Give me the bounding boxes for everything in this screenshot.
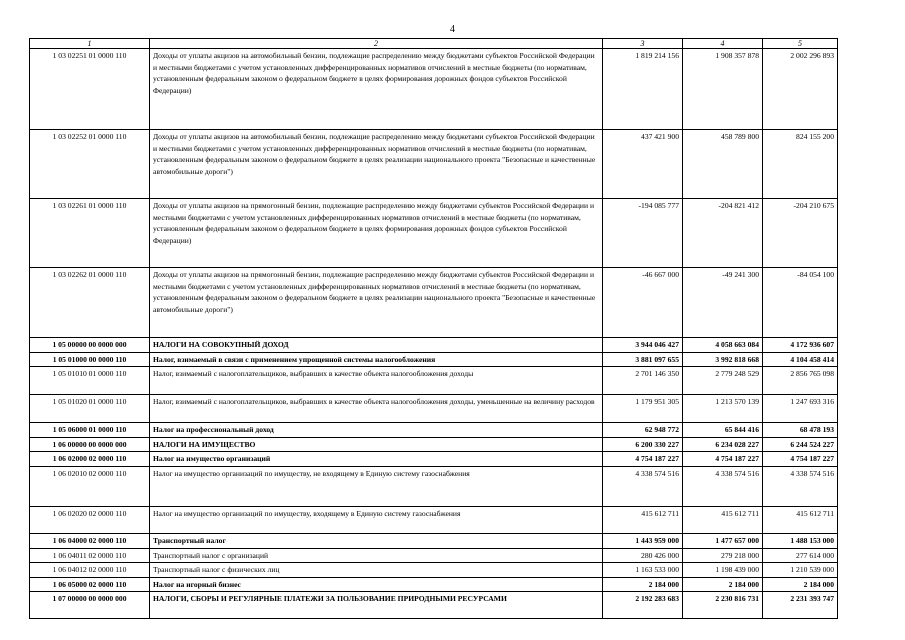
column-number-row — [30, 39, 838, 49]
row-code: 1 05 01000 00 0000 110 — [30, 352, 150, 367]
row-name: Налог на имущество организаций по имуществу, входящему в Единую систему газоснабжения — [150, 506, 603, 533]
row-value-col5: 1 210 539 000 — [763, 563, 838, 578]
row-value-col4: 458 789 800 — [683, 130, 763, 199]
row-value-col3: 1 163 533 000 — [603, 563, 683, 578]
row-code: 1 06 00000 00 0000 000 — [30, 437, 150, 452]
row-code: 1 06 04012 02 0000 110 — [30, 563, 150, 578]
row-value-col5: 6 244 524 227 — [763, 437, 838, 452]
row-code: 1 03 02262 01 0000 110 — [30, 268, 150, 338]
row-name: Налог на игорный бизнес — [150, 577, 603, 592]
row-value-col4: 2 230 816 731 — [683, 592, 763, 619]
row-value-col3: -194 085 777 — [603, 199, 683, 268]
row-code: 1 05 01010 01 0000 110 — [30, 367, 150, 395]
table-row — [30, 592, 838, 619]
row-value-col5: 4 338 574 516 — [763, 466, 838, 506]
page-number: 4 — [450, 24, 455, 35]
row-value-col5: -84 054 100 — [763, 268, 838, 338]
row-value-col3: 2 184 000 — [603, 577, 683, 592]
row-name: НАЛОГИ НА ИМУЩЕСТВО — [150, 437, 603, 452]
row-value-col4: 1 198 439 000 — [683, 563, 763, 578]
row-code: 1 06 05000 02 0000 110 — [30, 577, 150, 592]
row-name: Транспортный налог с организаций — [150, 548, 603, 563]
row-value-col3: 3 944 046 427 — [603, 338, 683, 353]
table-row — [30, 548, 838, 563]
row-name: Доходы от уплаты акцизов на прямогонный бензин, подлежащие распределению между бюджетами субъектов Российской Федерации и местными бюджетами с учетом установленных дифференцированных нормативов отчислений в местные бюджеты (по нормативам, установленным федеральным законом о федеральном бюджете в целях формирования дорожных фондов субъектов Российской Федерации) — [150, 199, 603, 268]
row-value-col3: 3 881 097 655 — [603, 352, 683, 367]
row-name: Транспортный налог с физических лиц — [150, 563, 603, 578]
table-row — [30, 338, 838, 353]
row-value-col5: -204 210 675 — [763, 199, 838, 268]
row-value-col4: -204 821 412 — [683, 199, 763, 268]
column-number: 4 — [683, 39, 763, 49]
row-value-col5: 4 104 458 414 — [763, 352, 838, 367]
row-code: 1 05 01020 01 0000 110 — [30, 395, 150, 423]
row-code: 1 05 06000 01 0000 110 — [30, 423, 150, 438]
row-value-col3: 2 192 283 683 — [603, 592, 683, 619]
row-code: 1 06 04011 02 0000 110 — [30, 548, 150, 563]
column-number: 1 — [30, 39, 150, 49]
table-row — [30, 452, 838, 467]
row-name: Налог, взимаемый с налогоплательщиков, выбравших в качестве объекта налогообложения доходы — [150, 367, 603, 395]
row-value-col5: 1 488 153 000 — [763, 533, 838, 548]
row-name: Доходы от уплаты акцизов на прямогонный бензин, подлежащие распределению между бюджетами субъектов Российской Федерации и местными бюджетами с учетом установленных дифференцированных нормативов отчислений в местные бюджеты (по нормативам, установленным федеральным законом о федеральном бюджете в целях реализации национального проекта "Безопасные и качественные автомобильные дороги") — [150, 268, 603, 338]
table-row — [30, 367, 838, 395]
table-row — [30, 577, 838, 592]
row-code: 1 06 02000 02 0000 110 — [30, 452, 150, 467]
row-value-col5: 4 172 936 607 — [763, 338, 838, 353]
row-value-col5: 4 754 187 227 — [763, 452, 838, 467]
row-value-col4: 1 477 657 000 — [683, 533, 763, 548]
row-value-col3: 62 948 772 — [603, 423, 683, 438]
row-code: 1 06 02020 02 0000 110 — [30, 506, 150, 533]
row-value-col5: 415 612 711 — [763, 506, 838, 533]
table-row — [30, 199, 838, 268]
row-value-col4: 4 058 663 084 — [683, 338, 763, 353]
row-value-col4: 1 908 357 878 — [683, 49, 763, 130]
row-value-col4: 2 184 000 — [683, 577, 763, 592]
revenue-table — [29, 38, 838, 619]
row-value-col4: 6 234 028 227 — [683, 437, 763, 452]
row-value-col3: 6 200 330 227 — [603, 437, 683, 452]
row-name: Доходы от уплаты акцизов на автомобильный бензин, подлежащие распределению между бюджетами субъектов Российской Федерации и местными бюджетами с учетом установленных дифференцированных нормативов отчислений в местные бюджеты (по нормативам, установленным федеральным законом о федеральном бюджете в целях реализации национального проекта "Безопасные и качественные автомобильные дороги") — [150, 130, 603, 199]
row-value-col5: 2 002 296 893 — [763, 49, 838, 130]
table-row — [30, 352, 838, 367]
table-row — [30, 130, 838, 199]
row-value-col5: 68 478 193 — [763, 423, 838, 438]
row-code: 1 07 00000 00 0000 000 — [30, 592, 150, 619]
row-value-col4: 415 612 711 — [683, 506, 763, 533]
row-value-col3: 1 443 959 000 — [603, 533, 683, 548]
row-name: НАЛОГИ НА СОВОКУПНЫЙ ДОХОД — [150, 338, 603, 353]
row-name: Налог на имущество организаций по имуществу, не входящему в Единую систему газоснабжения — [150, 466, 603, 506]
table-row — [30, 466, 838, 506]
row-name: Налог на имущество организаций — [150, 452, 603, 467]
row-value-col4: 279 218 000 — [683, 548, 763, 563]
row-value-col3: 4 338 574 516 — [603, 466, 683, 506]
row-name: НАЛОГИ, СБОРЫ И РЕГУЛЯРНЫЕ ПЛАТЕЖИ ЗА ПОЛЬЗОВАНИЕ ПРИРОДНЫМИ РЕСУРСАМИ — [150, 592, 603, 619]
row-value-col3: 415 612 711 — [603, 506, 683, 533]
column-number: 2 — [150, 39, 603, 49]
row-code: 1 03 02252 01 0000 110 — [30, 130, 150, 199]
row-value-col3: 437 421 900 — [603, 130, 683, 199]
row-value-col4: 3 992 818 668 — [683, 352, 763, 367]
row-value-col4: 4 338 574 516 — [683, 466, 763, 506]
row-name: Транспортный налог — [150, 533, 603, 548]
table-row — [30, 506, 838, 533]
table-row — [30, 395, 838, 423]
row-value-col5: 2 231 393 747 — [763, 592, 838, 619]
table-row — [30, 563, 838, 578]
column-number: 5 — [763, 39, 838, 49]
table-row — [30, 268, 838, 338]
row-value-col5: 2 184 000 — [763, 577, 838, 592]
table-row — [30, 533, 838, 548]
row-name: Налог, взимаемый с налогоплательщиков, выбравших в качестве объекта налогообложения доходы, уменьшенные на величину расходов — [150, 395, 603, 423]
column-number: 3 — [603, 39, 683, 49]
row-value-col5: 1 247 693 316 — [763, 395, 838, 423]
row-value-col3: 1 819 214 156 — [603, 49, 683, 130]
row-value-col5: 824 155 200 — [763, 130, 838, 199]
row-value-col3: 1 179 951 305 — [603, 395, 683, 423]
row-value-col3: 280 426 000 — [603, 548, 683, 563]
row-value-col3: 4 754 187 227 — [603, 452, 683, 467]
row-value-col3: 2 701 146 350 — [603, 367, 683, 395]
row-value-col5: 2 856 765 098 — [763, 367, 838, 395]
table-row — [30, 423, 838, 438]
table-row — [30, 49, 838, 130]
row-name: Налог на профессиональный доход — [150, 423, 603, 438]
row-code: 1 05 00000 00 0000 000 — [30, 338, 150, 353]
row-code: 1 03 02261 01 0000 110 — [30, 199, 150, 268]
row-name: Налог, взимаемый в связи с применением упрощенной системы налогообложения — [150, 352, 603, 367]
row-value-col4: 4 754 187 227 — [683, 452, 763, 467]
row-value-col4: 2 779 248 529 — [683, 367, 763, 395]
table-row — [30, 437, 838, 452]
row-code: 1 06 02010 02 0000 110 — [30, 466, 150, 506]
row-value-col5: 277 614 000 — [763, 548, 838, 563]
row-name: Доходы от уплаты акцизов на автомобильный бензин, подлежащие распределению между бюджетами субъектов Российской Федерации и местными бюджетами с учетом установленных дифференцированных нормативов отчислений в местные бюджеты (по нормативам, установленным федеральным законом о федеральном бюджете в целях формирования дорожных фондов субъектов Российской Федерации) — [150, 49, 603, 130]
row-code: 1 06 04000 02 0000 110 — [30, 533, 150, 548]
row-value-col4: 1 213 570 139 — [683, 395, 763, 423]
row-value-col4: -49 241 300 — [683, 268, 763, 338]
row-code: 1 03 02251 01 0000 110 — [30, 49, 150, 130]
row-value-col4: 65 844 416 — [683, 423, 763, 438]
row-value-col3: -46 667 000 — [603, 268, 683, 338]
